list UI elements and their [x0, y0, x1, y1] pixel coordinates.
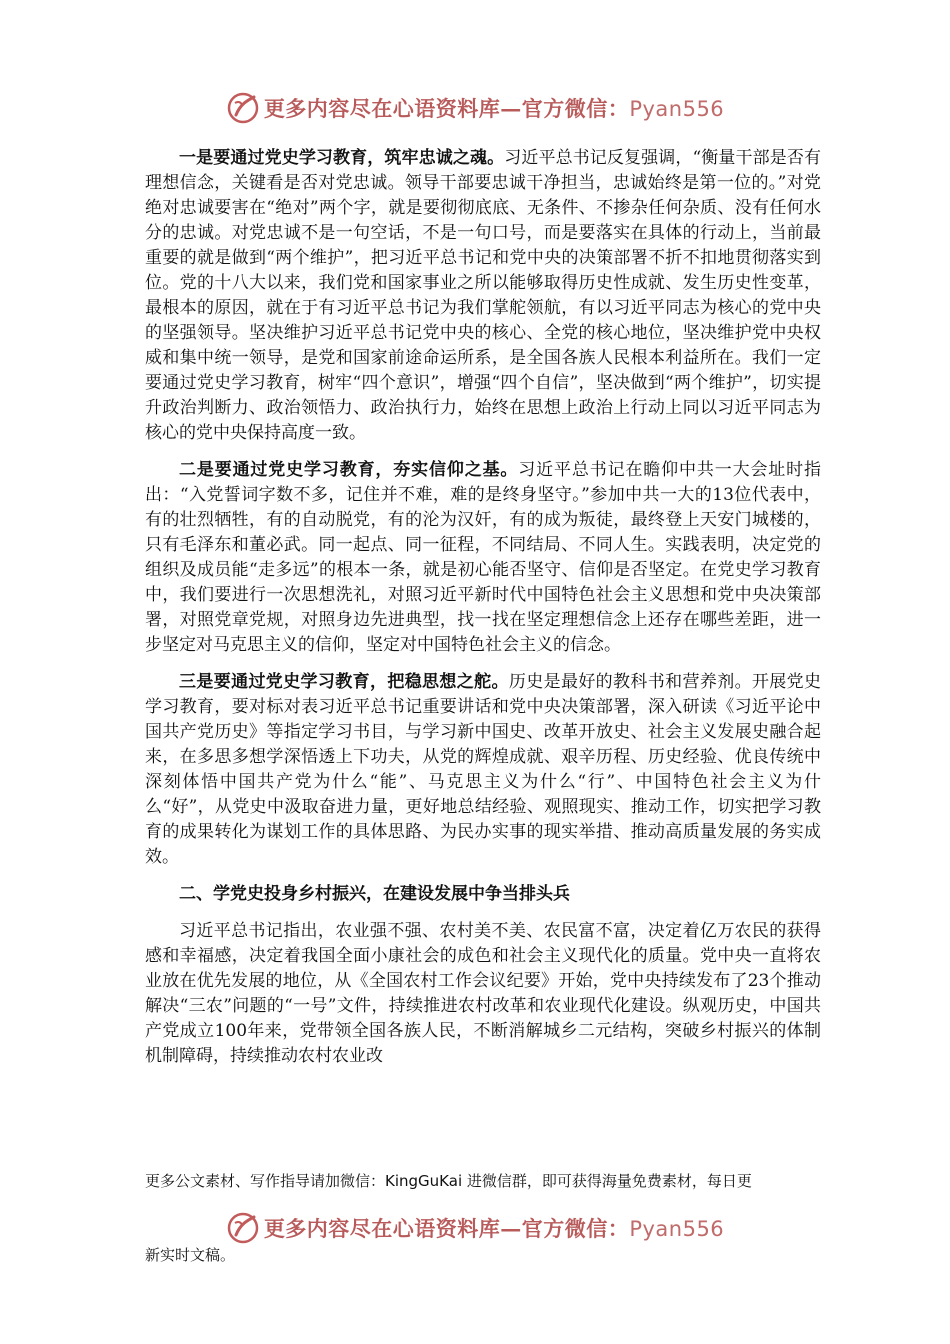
paragraph-text: 历史是最好的教科书和营养剂。开展党史学习教育，要对标对表习近平总书记重要讲话和党中央决策部署，深入研读《习近平论中国共产党历史》等指定学习书目，与学习新中国史、改革开放史、社会主义发展史融合起来，在多思多想学深悟透上下功夫，从党的辉煌成就、艰辛历程、历史经验、优良传统中深刻体悟中国共产党为什么“能”、马克思主义为什么“行”、中国特色社会主义为什么“好”，从党史中汲取奋进力量，更好地总结经验、观照现实、推动工作，切实把学习教育的成果转化为谋划工作的具体思路、为民办实事的现实举措、推动高质量发展的务实成效。 [145, 672, 822, 867]
watermark-banner-top [0, 88, 950, 128]
paragraph-1 [145, 146, 821, 446]
footer-note: 更多公文素材、写作指导请加微信：KingGuKai 进微信群，即可获得海量免费素材，每日更 [145, 1172, 752, 1190]
paragraph-text: 习近平总书记反复强调，“衡量干部是否有理想信念，关键看是否对党忠诚。领导干部要忠诚干净担当，忠诚始终是第一位的。”对党绝对忠诚要害在“绝对”两个字，就是要彻彻底底、无条件、不掺杂任何杂质、没有任何水分的忠诚。对党忠诚不是一句空话，不是一句口号，而是要落实在具体的行动上，当前最重要的就是做到“两个维护”，把习近平总书记和党中央的决策部署不折不扣地贯彻落实到位。党的十八大以来，我们党和国家事业之所以能够取得历史性成就、发生历史性变革，最根本的原因，就在于有习近平总书记为我们掌舵领航，有以习近平同志为核心的党中央的坚强领导。坚决维护习近平总书记党中央的核心、全党的核心地位，坚决维护党中央权威和集中统一领导，是党和国家前途命运所系，是全国各族人民根本利益所在。我们一定要通过党史学习教育，树牢“四个意识”，增强“四个自信”，坚决做到“两个维护”，切实提升政治判断力、政治领悟力、政治执行力，始终在思想上政治上行动上同以习近平同志为核心的党中央保持高度一致。 [145, 148, 821, 443]
footer-note-continued: 新实时文稿。 [145, 1246, 236, 1264]
logo-icon [226, 91, 260, 125]
section-heading: 二、学党史投身乡村振兴，在建设发展中争当排头兵 [179, 884, 570, 904]
banner-text: 更多内容尽在心语资料库—官方微信：Pyan556 [263, 96, 725, 121]
paragraph-lead: 一是要通过党史学习教育，筑牢忠诚之魂。 [179, 148, 505, 168]
footer-wechat-id: KingGuKai [385, 1172, 463, 1190]
watermark-banner-bottom [0, 1208, 950, 1248]
paragraph-lead: 二是要通过党史学习教育，夯实信仰之基。 [179, 460, 519, 480]
section-paragraph: 习近平总书记指出，农业强不强、农村美不美、农民富不富，决定着亿万农民的获得感和幸福感，决定着我国全面小康社会的成色和社会主义现代化的质量。党中央一直将农业放在优先发展的地位，从《全国农村工作会议纪要》开始，党中央持续发布了23个推动解决“三农”问题的“一号”文件，持续推进农村改革和农业现代化建设。纵观历史，中国共产党成立100年来，党带领全国各族人民，不断消解城乡二元结构，突破乡村振兴的体制机制障碍，持续推动农村农业改 [145, 921, 821, 1066]
banner-text: 更多内容尽在心语资料库—官方微信：Pyan556 [263, 1216, 725, 1241]
document-body [145, 146, 821, 1081]
banner-wechat: Pyan556 [629, 1217, 725, 1241]
paragraph-lead: 三是要通过党史学习教育，把稳思想之舵。 [179, 672, 509, 692]
paragraph-3 [145, 670, 821, 870]
paragraph-2 [145, 458, 821, 658]
logo-icon [226, 1211, 260, 1245]
paragraph-text: 习近平总书记在瞻仰中共一大会址时指出：“入党誓词字数不多，记住并不难，难的是终身坚守。”参加中共一大的13位代表中，有的壮烈牺牲，有的自动脱党，有的沦为汉奸，有的成为叛徒，最终登上天安门城楼的，只有毛泽东和董必武。同一起点、同一征程，不同结局、不同人生。实践表明，决定党的组织及成员能“走多远”的根本一条，就是初心能否坚守、信仰是否坚定。在党史学习教育中，我们要进行一次思想洗礼，对照习近平新时代中国特色社会主义思想和党中央决策部署，对照党章党规，对照身边先进典型，找一找在坚定理想信念上还存在哪些差距，进一步坚定对马克思主义的信仰，坚定对中国特色社会主义的信念。 [145, 460, 822, 655]
banner-wechat: Pyan556 [629, 97, 725, 121]
